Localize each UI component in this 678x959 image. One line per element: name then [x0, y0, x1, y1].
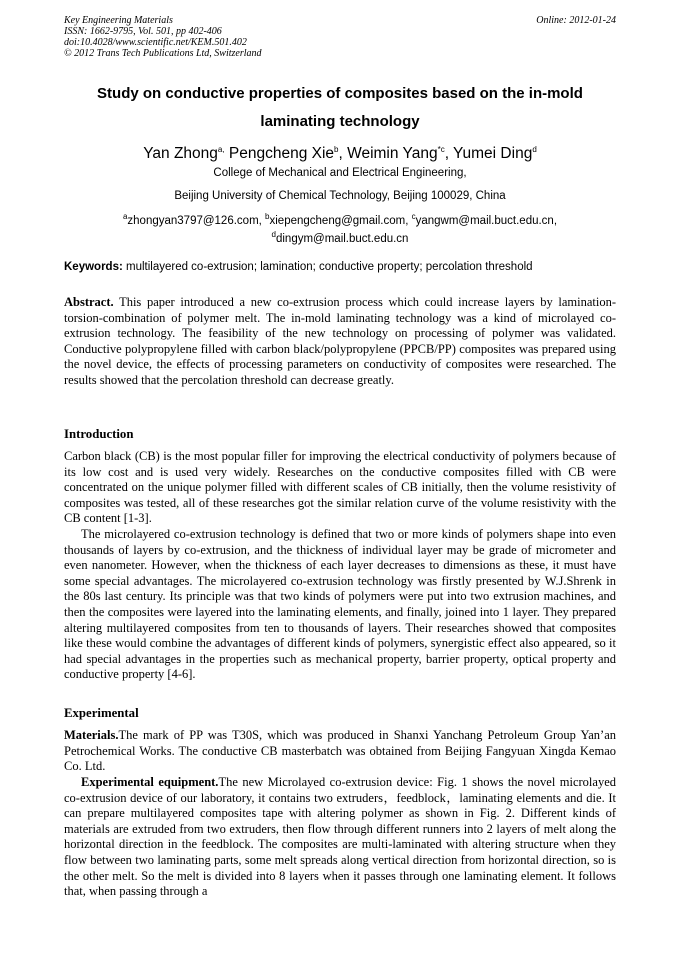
equipment-text: The new Microlayed co-extrusion device: Fig. 1 shows the novel microlayed co-extrusion device of our laboratory, it contains two extruders，feedblock，laminating elements and die. It can prepare multilayered composites tape with altering polymer as shown in Fig. 2. Different kinds of materials are extruded from two extruders, then flow through different runners into 2 layers of melt along the horizontal direction in the feedblock. The composites are multi-laminated with altering structure when they flow between two laminating parts, some melt spreads along vertical direction from horizontal direction, so is the other melt. So the melt is divided into 8 layers when it passes through one laminating element. It follows that, when passing through a: [64, 775, 616, 899]
keywords-text: multilayered co-extrusion; lamination; conductive property; percolation threshold: [122, 261, 533, 273]
abstract-label: Abstract.: [64, 295, 114, 309]
introduction-paragraph-1: Carbon black (CB) is the most popular filler for improving the electrical conductivity of polymers because of its low cost and is used very widely. Researches on the conductive composites filled with CB were concentrated on the unique polymer filled with different scales of CB initially, then the volume resistivity of composites was tested, all of these researches got the similar relation curve of the volume resistivity with the CB content [1-3].: [64, 449, 616, 526]
equipment-paragraph: [64, 775, 616, 900]
author-name: Weimin Yang: [347, 145, 438, 163]
email-address: xiepengcheng@gmail.com,: [269, 214, 412, 227]
copyright-line: © 2012 Trans Tech Publications Ltd, Switzerland: [64, 48, 262, 59]
materials-paragraph: [64, 728, 616, 775]
email-line-1: [64, 210, 616, 228]
materials-text: The mark of PP was T30S, which was produced in Shanxi Yanchang Petroleum Group Yan’an Petrochemical Works. The conductive CB masterbatch was obtained from Beijing Fangyuan Xingda Kemao Co. Ltd.: [64, 728, 616, 774]
abstract-paragraph: [64, 295, 616, 389]
equipment-label: Experimental equipment.: [81, 775, 219, 789]
keywords: [64, 260, 616, 274]
keywords-label: Keywords:: [64, 261, 123, 273]
author-name: Yumei Ding: [453, 145, 533, 163]
journal-name: Key Engineering Materials: [64, 15, 173, 26]
email-address: yangwm@mail.buct.edu.cn,: [415, 214, 558, 227]
author-sup: *c: [437, 145, 445, 154]
journal-header: [64, 15, 616, 59]
title-line-2: laminating technology: [260, 113, 420, 130]
materials-label: Materials.: [64, 728, 119, 742]
author-sup: d: [532, 145, 537, 154]
email-line-2: [64, 228, 616, 246]
online-date: Online: 2012-01-24: [536, 15, 616, 26]
issn-line: ISSN: 1662-9795, Vol. 501, pp 402-406: [64, 26, 222, 37]
section-heading-experimental: Experimental: [64, 706, 139, 720]
doi-line: doi:10.4028/www.scientific.net/KEM.501.402: [64, 37, 247, 48]
abstract-text: This paper introduced a new co-extrusion process which could increase layers by lamination-torsion-combination of polymer melt. The in-mold laminating technology was a kind of microlayed co-extrusion technology. The feasibility of the new technology on processing of polymer was validated. Conductive polypropylene filled with carbon black/polypropylene (PPCB/PP) composites was prepared using the novel device, the effects of processing parameters on conductivity of composites were researched. The results showed that the percolation threshold can decrease greatly.: [64, 295, 616, 387]
paper-title: [64, 80, 616, 136]
author-list: Yan Zhong$^{a,}$ Pengcheng Xie$^b$, Weimin Yang$^{*c}$, Yumei Ding$^d$: [143, 145, 537, 163]
author-sup: a,: [217, 145, 225, 154]
affiliation-line-2: Beijing University of Chemical Technology, Beijing 100029, China: [174, 190, 506, 202]
affiliation-line-1: College of Mechanical and Electrical Engineering,: [213, 167, 467, 179]
email-list: [64, 210, 616, 246]
introduction-paragraph-2: The microlayered co-extrusion technology is defined that two or more kinds of polymers shape into even thousands of layers by co-extrusion, and the thickness of individual layer may be grade of micrometer and even nanometer. However, when the thickness of each layer decreases to dimensions as these, it must have some special advantages. The microlayered co-extrusion technology was firstly presented by W.J.Shrenk in the 80s last century. Its principle was that two kinds of polymers were put into two extrusion machines, and then the composites were layered into the laminating elements, and finally, joined into 1 layer. They prepared altering multilayered composites from ten to thousands of layers. Their researches showed that composites like these would combine the advantages of different kinds of polymers, synergistic effect also appeared, so it had special advantages in the properties such as mechanical property, barrier property, optical property and conductive property [4-6].: [64, 527, 616, 682]
email-address: zhongyan3797@126.com,: [127, 214, 266, 227]
email-sup: d: [271, 229, 276, 239]
email-address: dingym@mail.buct.edu.cn: [275, 232, 409, 245]
author-name: Pengcheng Xie: [228, 145, 335, 163]
author-name: Yan Zhong: [143, 145, 218, 163]
email-sup: b: [265, 212, 270, 221]
email-sup: c: [411, 212, 416, 221]
email-sup: a: [122, 212, 128, 221]
author-sup: b: [334, 145, 339, 154]
section-heading-introduction: Introduction: [64, 427, 134, 441]
title-line-1: Study on conductive properties of composites based on the in-mold: [97, 85, 583, 102]
